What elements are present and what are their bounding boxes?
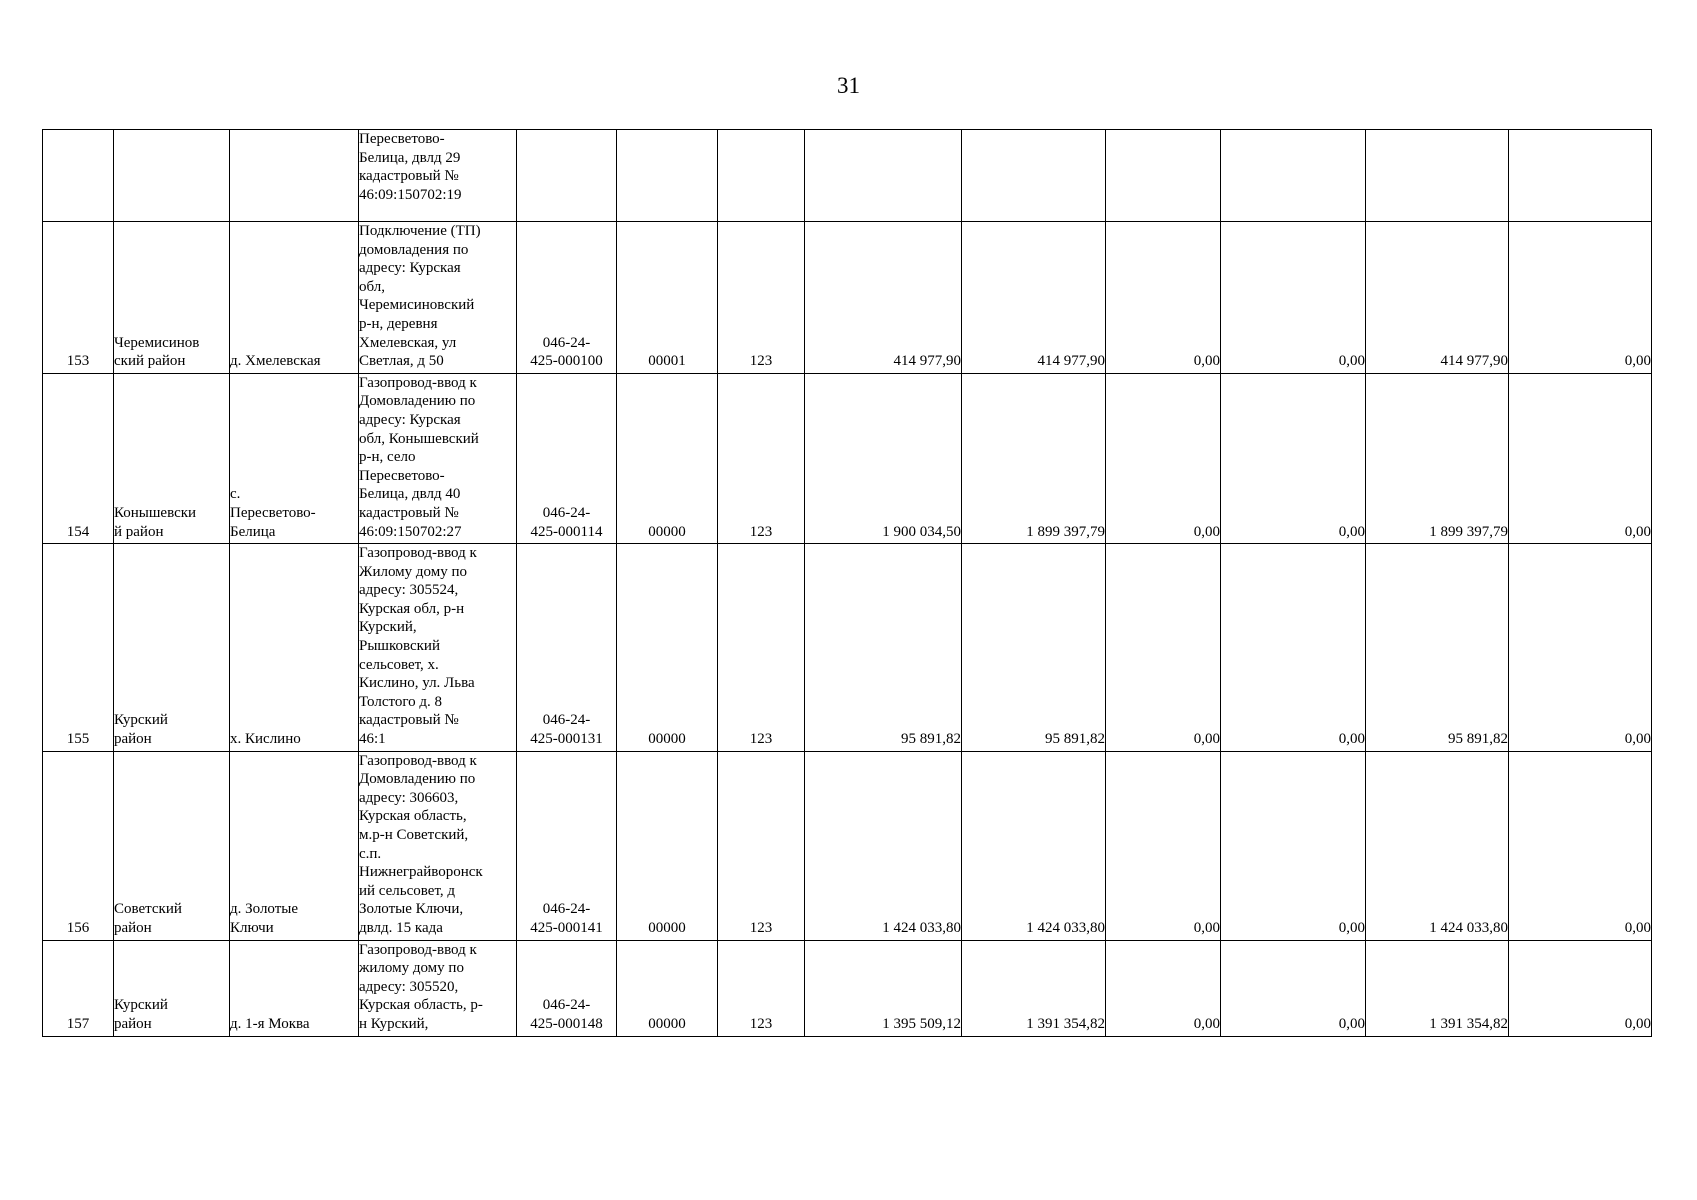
amount5-cell: 414 977,90 <box>1366 222 1509 374</box>
code1-cell: 00000 <box>617 751 718 940</box>
amount2-cell: 1 899 397,79 <box>962 373 1106 543</box>
code1-cell: 00001 <box>617 222 718 374</box>
code2-cell: 123 <box>718 940 805 1036</box>
row-number: 155 <box>43 544 114 752</box>
settlement-cell: х. Кислино <box>230 544 359 752</box>
amount6-cell: 0,00 <box>1509 222 1652 374</box>
amount6-cell: 0,00 <box>1509 373 1652 543</box>
amount2-cell: 414 977,90 <box>962 222 1106 374</box>
code2-cell: 123 <box>718 751 805 940</box>
description-cell: Газопровод-ввод к жилому дому по адресу: 305520, Курская область, р- н Курский, <box>359 940 517 1036</box>
amount3-cell <box>1106 130 1221 222</box>
amount2-cell: 95 891,82 <box>962 544 1106 752</box>
code1-cell: 00000 <box>617 940 718 1036</box>
object-code-cell: 046-24- 425-000148 <box>517 940 617 1036</box>
code2-cell: 123 <box>718 222 805 374</box>
description-cell: Газопровод-ввод к Домовладению по адресу: 306603, Курская область, м.р-н Советский, с.п. Нижнеграйворонск ий сельсовет, д Золотые Ключи, двлд. 15 када <box>359 751 517 940</box>
table-row <box>43 130 1652 222</box>
amount6-cell <box>1509 130 1652 222</box>
amount4-cell: 0,00 <box>1221 751 1366 940</box>
amount3-cell: 0,00 <box>1106 751 1221 940</box>
amount1-cell: 414 977,90 <box>805 222 962 374</box>
amount1-cell: 1 424 033,80 <box>805 751 962 940</box>
table-row <box>43 373 1652 543</box>
amount1-cell: 95 891,82 <box>805 544 962 752</box>
amount5-cell: 1 391 354,82 <box>1366 940 1509 1036</box>
settlement-cell: д. Хмелевская <box>230 222 359 374</box>
page-number: 31 <box>837 73 860 98</box>
code2-cell: 123 <box>718 544 805 752</box>
district-cell: Курский район <box>114 544 230 752</box>
amount1-cell: 1 395 509,12 <box>805 940 962 1036</box>
amount5-cell <box>1366 130 1509 222</box>
row-number: 153 <box>43 222 114 374</box>
district-cell: Советский район <box>114 751 230 940</box>
amount3-cell: 0,00 <box>1106 222 1221 374</box>
amount5-cell: 1 424 033,80 <box>1366 751 1509 940</box>
object-code-cell: 046-24- 425-000141 <box>517 751 617 940</box>
description-cell: Подключение (ТП) домовладения по адресу: Курская обл, Черемисиновский р-н, деревня Хмелевская, ул Светлая, д 50 <box>359 222 517 374</box>
code1-cell <box>617 130 718 222</box>
description-cell: Пересветово- Белица, двлд 29 кадастровый № 46:09:150702:19 <box>359 130 517 222</box>
object-code-cell <box>517 130 617 222</box>
description-cell: Газопровод-ввод к Домовладению по адресу: Курская обл, Конышевский р-н, село Пересветово- Белица, двлд 40 кадастровый № 46:09:150702:27 <box>359 373 517 543</box>
settlement-cell: с. Пересветово- Белица <box>230 373 359 543</box>
amount2-cell: 1 391 354,82 <box>962 940 1106 1036</box>
amount3-cell: 0,00 <box>1106 940 1221 1036</box>
amount4-cell <box>1221 130 1366 222</box>
settlement-cell <box>230 130 359 222</box>
amount4-cell: 0,00 <box>1221 544 1366 752</box>
code1-cell: 00000 <box>617 373 718 543</box>
amount6-cell: 0,00 <box>1509 940 1652 1036</box>
amount1-cell: 1 900 034,50 <box>805 373 962 543</box>
amount5-cell: 95 891,82 <box>1366 544 1509 752</box>
settlement-cell: д. Золотые Ключи <box>230 751 359 940</box>
district-cell: Конышевски й район <box>114 373 230 543</box>
amount2-cell <box>962 130 1106 222</box>
table-row <box>43 544 1652 752</box>
amount3-cell: 0,00 <box>1106 373 1221 543</box>
amount2-cell: 1 424 033,80 <box>962 751 1106 940</box>
object-code-cell: 046-24- 425-000114 <box>517 373 617 543</box>
amount1-cell <box>805 130 962 222</box>
object-code-cell: 046-24- 425-000131 <box>517 544 617 752</box>
amount6-cell: 0,00 <box>1509 544 1652 752</box>
description-cell: Газопровод-ввод к Жилому дому по адресу: 305524, Курская обл, р-н Курский, Рышковский сельсовет, х. Кислино, ул. Льва Толстого д. 8 кадастровый № 46:1 <box>359 544 517 752</box>
table-row <box>43 940 1652 1036</box>
amount4-cell: 0,00 <box>1221 373 1366 543</box>
object-code-cell: 046-24- 425-000100 <box>517 222 617 374</box>
district-cell: Курский район <box>114 940 230 1036</box>
table-row <box>43 751 1652 940</box>
code2-cell <box>718 130 805 222</box>
code1-cell: 00000 <box>617 544 718 752</box>
district-cell: Черемисинов ский район <box>114 222 230 374</box>
data-table <box>42 129 1652 1037</box>
table-row <box>43 222 1652 374</box>
amount4-cell: 0,00 <box>1221 222 1366 374</box>
amount4-cell: 0,00 <box>1221 940 1366 1036</box>
amount6-cell: 0,00 <box>1509 751 1652 940</box>
row-number <box>43 130 114 222</box>
row-number: 154 <box>43 373 114 543</box>
settlement-cell: д. 1-я Моква <box>230 940 359 1036</box>
amount3-cell: 0,00 <box>1106 544 1221 752</box>
row-number: 156 <box>43 751 114 940</box>
amount5-cell: 1 899 397,79 <box>1366 373 1509 543</box>
row-number: 157 <box>43 940 114 1036</box>
district-cell <box>114 130 230 222</box>
code2-cell: 123 <box>718 373 805 543</box>
